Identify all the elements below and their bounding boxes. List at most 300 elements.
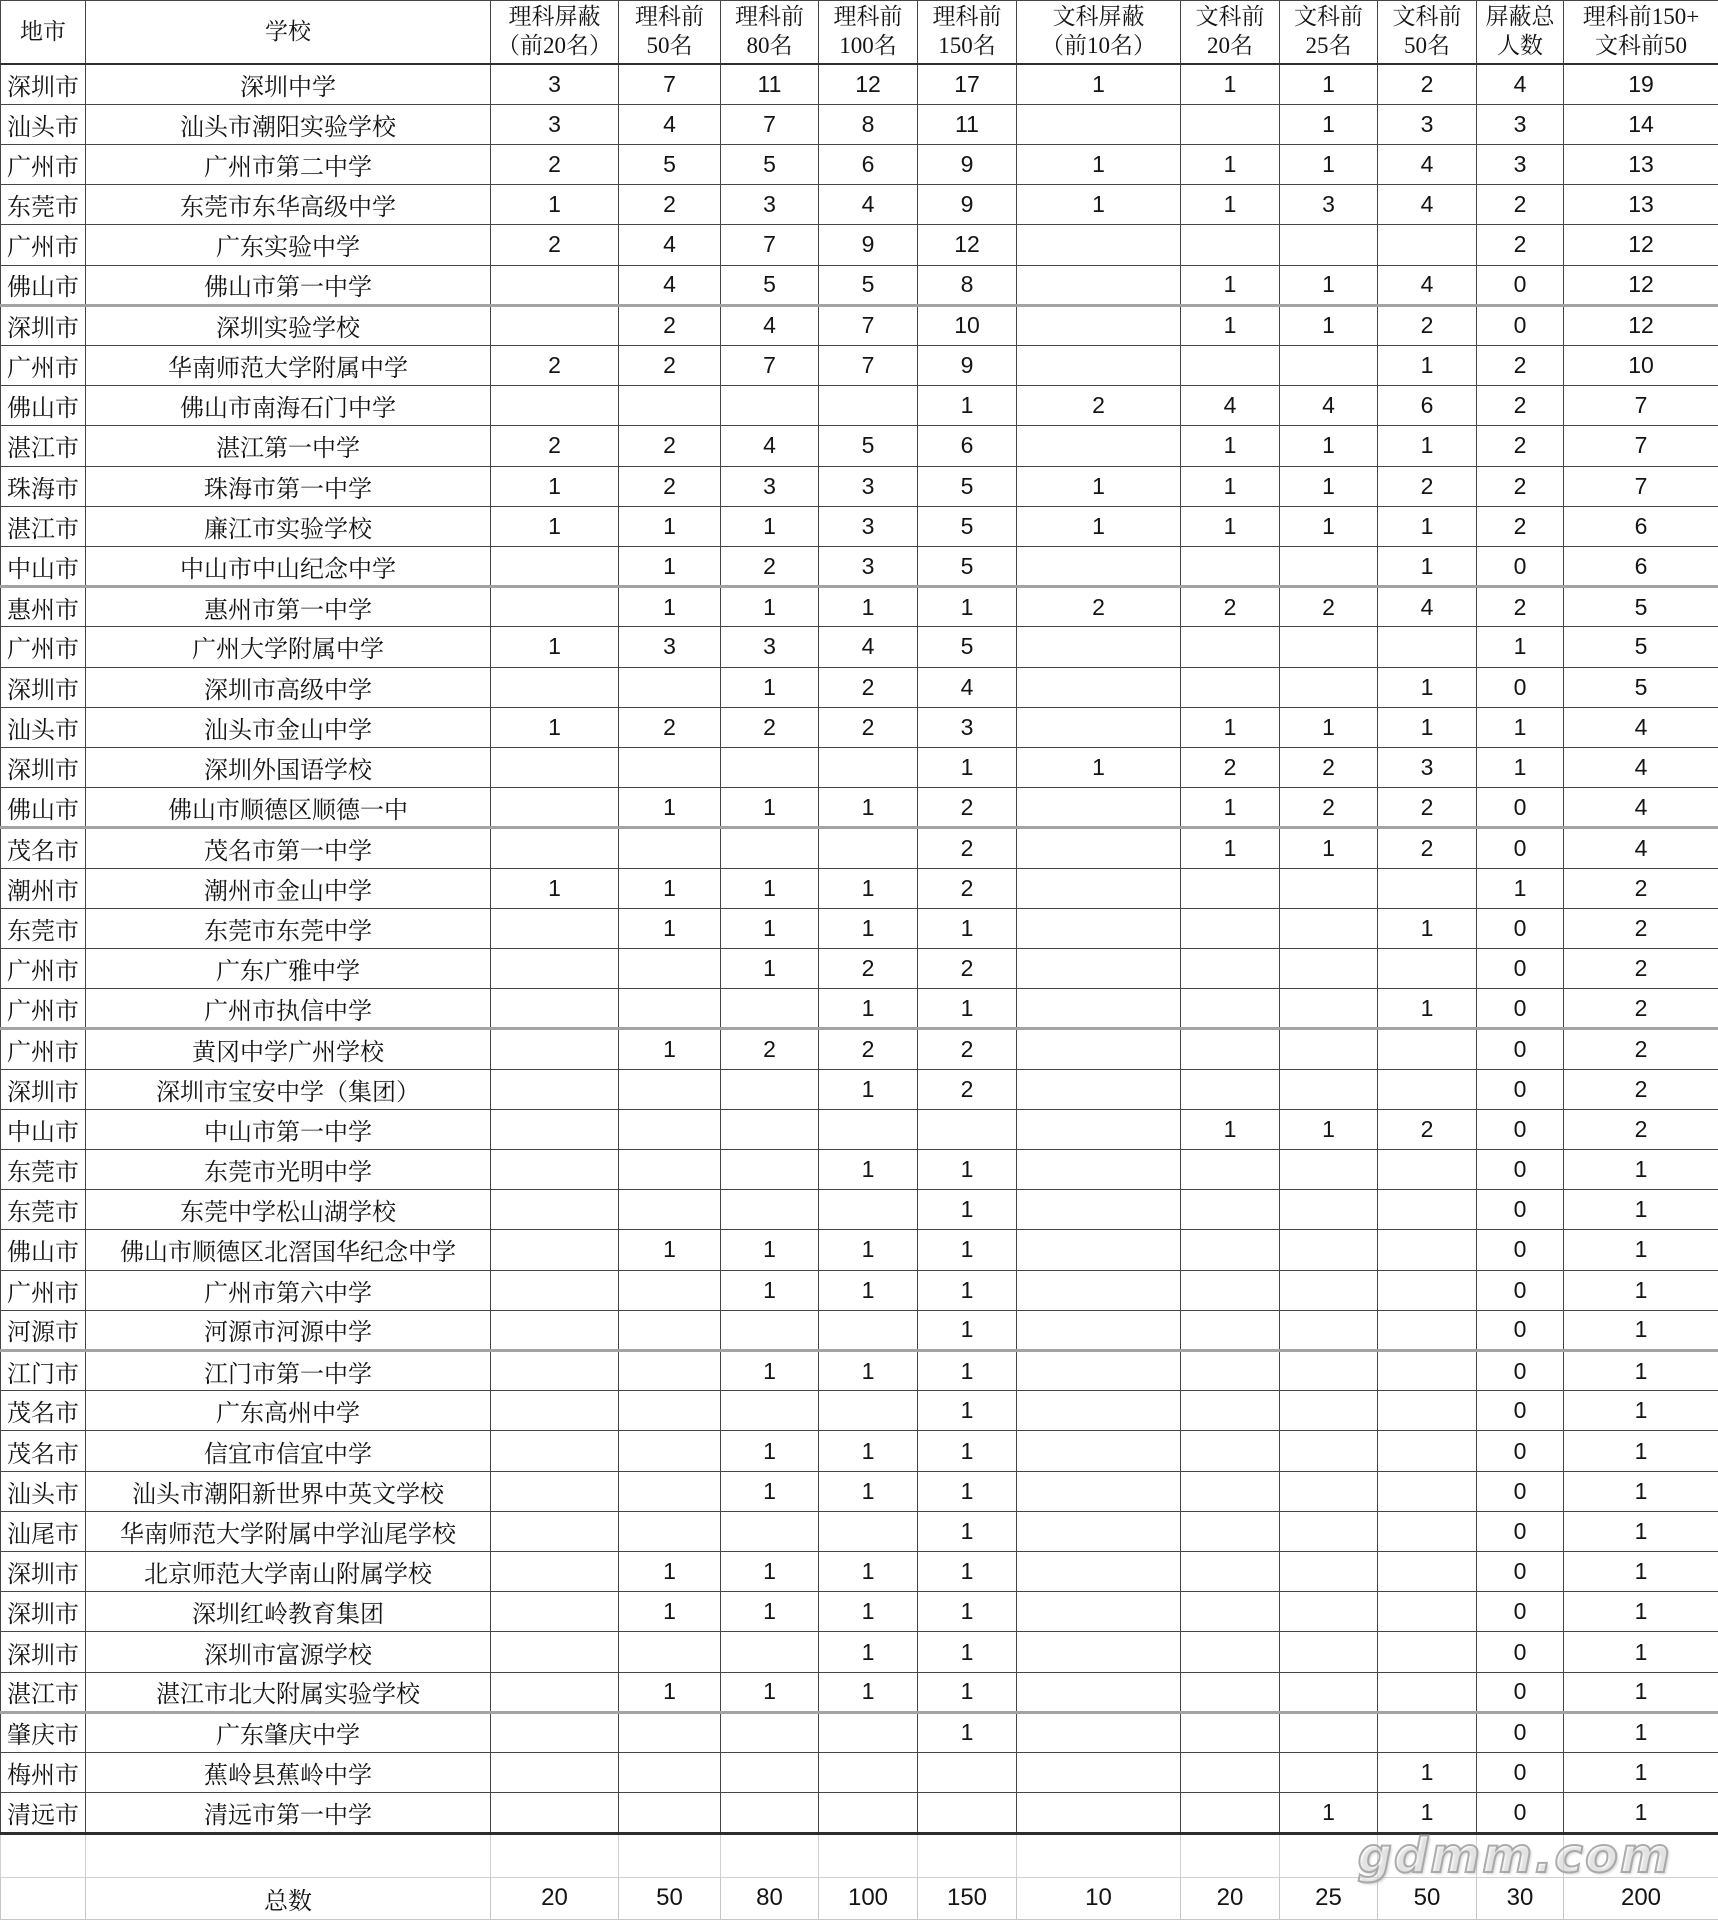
value-cell: 7 [619, 64, 721, 104]
value-cell: 1 [1564, 1351, 1718, 1391]
value-cell: 1 [1181, 265, 1280, 305]
totals-value-cell: 25 [1280, 1877, 1378, 1919]
table-row [1, 587, 1718, 627]
value-cell [1280, 1310, 1378, 1350]
table-row [1, 104, 1718, 144]
value-cell [1017, 104, 1181, 144]
value-cell: 0 [1477, 828, 1564, 868]
value-cell [1280, 1753, 1378, 1793]
value-cell: 5 [918, 466, 1017, 506]
value-cell: 3 [1378, 747, 1477, 787]
value-cell [619, 1109, 721, 1149]
value-cell: 1 [918, 1391, 1017, 1431]
value-cell: 2 [1477, 587, 1564, 627]
value-cell [1378, 1029, 1477, 1069]
value-cell: 1 [1181, 828, 1280, 868]
value-cell: 0 [1477, 1712, 1564, 1752]
spacer-cell [1, 1833, 86, 1877]
value-cell: 1 [819, 1431, 918, 1471]
value-cell [1017, 667, 1181, 707]
value-cell: 4 [1564, 788, 1718, 828]
value-cell: 1 [619, 1029, 721, 1069]
value-cell [1280, 1029, 1378, 1069]
value-cell: 1 [819, 908, 918, 948]
value-cell: 4 [619, 104, 721, 144]
value-cell: 2 [619, 305, 721, 345]
value-cell: 1 [491, 627, 619, 667]
value-cell [1017, 305, 1181, 345]
value-cell: 4 [1564, 747, 1718, 787]
column-header-line: 文科屏蔽 [1052, 4, 1145, 30]
value-cell: 1 [1378, 506, 1477, 546]
school-cell: 东莞中学松山湖学校 [86, 1190, 491, 1230]
school-cell: 湛江第一中学 [86, 426, 491, 466]
value-cell: 0 [1477, 1310, 1564, 1350]
column-header-line: 80名 [746, 33, 793, 58]
value-cell [918, 1793, 1017, 1833]
value-cell: 9 [819, 225, 918, 265]
value-cell: 1 [918, 1632, 1017, 1672]
city-cell: 汕头市 [1, 1471, 86, 1511]
table-row [1, 627, 1718, 667]
school-cell: 广州市第六中学 [86, 1270, 491, 1310]
value-cell: 5 [619, 144, 721, 184]
value-cell: 0 [1477, 1149, 1564, 1189]
value-cell [491, 1672, 619, 1712]
value-cell [1181, 627, 1280, 667]
column-header-line: 理科前150+ [1582, 4, 1700, 30]
city-cell: 中山市 [1, 1109, 86, 1149]
value-cell [1181, 1511, 1280, 1551]
value-cell [918, 1109, 1017, 1149]
value-cell [1017, 1511, 1181, 1551]
value-cell: 1 [619, 788, 721, 828]
value-cell [1378, 627, 1477, 667]
value-cell: 1 [918, 1511, 1017, 1551]
school-cell: 中山市中山纪念中学 [86, 546, 491, 586]
value-cell: 4 [918, 667, 1017, 707]
value-cell [1181, 345, 1280, 385]
city-cell: 湛江市 [1, 506, 86, 546]
value-cell [1017, 948, 1181, 988]
column-header-line: 理科前 [833, 4, 903, 30]
value-cell: 12 [1564, 265, 1718, 305]
value-cell: 1 [918, 989, 1017, 1029]
column-header-line: 50名 [1404, 33, 1450, 58]
value-cell [619, 747, 721, 787]
value-cell: 1 [1564, 1391, 1718, 1431]
value-cell [1181, 908, 1280, 948]
value-cell [491, 1753, 619, 1793]
totals-value-cell: 100 [819, 1877, 918, 1919]
value-cell: 1 [819, 1552, 918, 1592]
value-cell [1181, 1230, 1280, 1270]
column-header [86, 1, 491, 65]
totals-value-cell: 20 [1181, 1877, 1280, 1919]
table-row [1, 426, 1718, 466]
value-cell: 1 [819, 1592, 918, 1632]
school-cell: 深圳市宝安中学（集团） [86, 1069, 491, 1109]
value-cell: 1 [721, 948, 819, 988]
value-cell: 7 [819, 345, 918, 385]
column-header-line: 25名 [1305, 33, 1352, 58]
value-cell [1280, 667, 1378, 707]
value-cell: 0 [1477, 1592, 1564, 1632]
value-cell: 1 [1564, 1672, 1718, 1712]
value-cell [491, 1431, 619, 1471]
school-cell: 深圳实验学校 [86, 305, 491, 345]
table-row [1, 1552, 1718, 1592]
value-cell [1181, 1753, 1280, 1793]
city-cell: 深圳市 [1, 1592, 86, 1632]
value-cell [1017, 225, 1181, 265]
value-cell [491, 908, 619, 948]
value-cell: 1 [918, 1712, 1017, 1752]
value-cell: 1 [1378, 908, 1477, 948]
table-row [1, 1310, 1718, 1350]
value-cell [1280, 1511, 1378, 1551]
school-cell: 湛江市北大附属实验学校 [86, 1672, 491, 1712]
value-cell [1181, 1632, 1280, 1672]
school-cell: 信宜市信宜中学 [86, 1431, 491, 1471]
school-cell: 广东高州中学 [86, 1391, 491, 1431]
value-cell [491, 1109, 619, 1149]
value-cell: 1 [1378, 707, 1477, 747]
value-cell: 2 [1564, 948, 1718, 988]
value-cell: 4 [1181, 386, 1280, 426]
value-cell: 5 [721, 144, 819, 184]
value-cell: 4 [619, 225, 721, 265]
value-cell [1017, 1592, 1181, 1632]
value-cell: 0 [1477, 546, 1564, 586]
value-cell: 1 [1564, 1149, 1718, 1189]
value-cell [1280, 1149, 1378, 1189]
value-cell [1378, 1310, 1477, 1350]
value-cell [819, 1793, 918, 1833]
value-cell: 0 [1477, 908, 1564, 948]
value-cell [1280, 225, 1378, 265]
value-cell [1017, 989, 1181, 1029]
city-cell: 清远市 [1, 1793, 86, 1833]
column-header [721, 1, 819, 65]
spacer-row [1, 1833, 1718, 1877]
value-cell [1181, 1351, 1280, 1391]
city-cell: 深圳市 [1, 747, 86, 787]
value-cell: 1 [1378, 667, 1477, 707]
value-cell: 7 [1564, 386, 1718, 426]
column-header-line: （前20名） [497, 33, 612, 58]
value-cell: 2 [1477, 466, 1564, 506]
value-cell: 2 [1564, 908, 1718, 948]
watermark: gdmm.com [1357, 1828, 1672, 1884]
school-cell: 深圳市高级中学 [86, 667, 491, 707]
value-cell: 7 [721, 345, 819, 385]
value-cell: 0 [1477, 1511, 1564, 1551]
value-cell: 2 [1564, 1029, 1718, 1069]
city-cell: 广州市 [1, 1029, 86, 1069]
value-cell [1181, 1270, 1280, 1310]
value-cell: 1 [619, 1672, 721, 1712]
value-cell: 1 [1564, 1712, 1718, 1752]
value-cell: 1 [1017, 64, 1181, 104]
value-cell: 1 [1181, 144, 1280, 184]
city-cell: 江门市 [1, 1351, 86, 1391]
totals-label: 总数 [86, 1877, 491, 1919]
value-cell: 1 [819, 1149, 918, 1189]
value-cell [1280, 627, 1378, 667]
value-cell [491, 1069, 619, 1109]
value-cell: 2 [1477, 386, 1564, 426]
value-cell: 3 [1477, 144, 1564, 184]
table-row [1, 1149, 1718, 1189]
value-cell [1017, 908, 1181, 948]
value-cell: 0 [1477, 1391, 1564, 1431]
value-cell: 2 [1564, 989, 1718, 1029]
table-row [1, 1190, 1718, 1230]
city-cell: 深圳市 [1, 1552, 86, 1592]
city-cell: 佛山市 [1, 1230, 86, 1270]
value-cell [619, 1270, 721, 1310]
column-header-line: 100名 [839, 33, 897, 58]
value-cell: 1 [1181, 1109, 1280, 1149]
city-cell: 广州市 [1, 948, 86, 988]
value-cell [619, 667, 721, 707]
value-cell: 1 [1280, 466, 1378, 506]
table-row [1, 225, 1718, 265]
value-cell: 1 [721, 868, 819, 908]
value-cell: 1 [1280, 265, 1378, 305]
value-cell [491, 1793, 619, 1833]
value-cell: 1 [1280, 828, 1378, 868]
city-cell: 潮州市 [1, 868, 86, 908]
value-cell: 2 [918, 948, 1017, 988]
value-cell [491, 948, 619, 988]
value-cell: 3 [918, 707, 1017, 747]
school-cell: 佛山市顺德区北滘国华纪念中学 [86, 1230, 491, 1270]
table-row [1, 948, 1718, 988]
column-header [1181, 1, 1280, 65]
value-cell: 4 [721, 305, 819, 345]
value-cell: 0 [1477, 305, 1564, 345]
value-cell: 14 [1564, 104, 1718, 144]
totals-value-cell: 80 [721, 1877, 819, 1919]
value-cell [1280, 1431, 1378, 1471]
value-cell [819, 1511, 918, 1551]
value-cell: 2 [1378, 466, 1477, 506]
value-cell [1181, 1552, 1280, 1592]
value-cell: 1 [1477, 868, 1564, 908]
value-cell: 1 [918, 386, 1017, 426]
value-cell [619, 1632, 721, 1672]
value-cell [1017, 1270, 1181, 1310]
value-cell [1378, 1471, 1477, 1511]
column-header-line: 理科前 [932, 4, 1002, 30]
value-cell: 2 [619, 345, 721, 385]
value-cell: 1 [619, 506, 721, 546]
value-cell: 1 [1280, 104, 1378, 144]
value-cell: 1 [1564, 1632, 1718, 1672]
school-cell: 中山市第一中学 [86, 1109, 491, 1149]
value-cell [1181, 1592, 1280, 1632]
value-cell: 4 [721, 426, 819, 466]
table-row [1, 1431, 1718, 1471]
value-cell: 1 [918, 908, 1017, 948]
value-cell: 1 [1280, 506, 1378, 546]
value-cell [1181, 1391, 1280, 1431]
school-cell: 深圳中学 [86, 64, 491, 104]
school-cell: 东莞市东华高级中学 [86, 185, 491, 225]
value-cell: 2 [619, 185, 721, 225]
value-cell: 3 [819, 506, 918, 546]
value-cell: 5 [819, 426, 918, 466]
column-header [819, 1, 918, 65]
table-row [1, 707, 1718, 747]
value-cell: 7 [721, 225, 819, 265]
value-cell: 0 [1477, 1351, 1564, 1391]
table-footer [1, 1833, 1718, 1919]
value-cell: 1 [918, 1230, 1017, 1270]
table-row [1, 265, 1718, 305]
school-cell: 东莞市东莞中学 [86, 908, 491, 948]
value-cell: 1 [918, 1672, 1017, 1712]
value-cell: 1 [918, 1190, 1017, 1230]
value-cell: 1 [1017, 144, 1181, 184]
table-row [1, 1753, 1718, 1793]
value-cell: 1 [1280, 707, 1378, 747]
value-cell: 4 [1280, 386, 1378, 426]
value-cell: 8 [918, 265, 1017, 305]
value-cell [1280, 345, 1378, 385]
value-cell: 4 [1378, 587, 1477, 627]
value-cell [619, 828, 721, 868]
value-cell [721, 1109, 819, 1149]
value-cell: 1 [721, 1351, 819, 1391]
value-cell [1378, 1712, 1477, 1752]
city-cell: 茂名市 [1, 1391, 86, 1431]
school-cell: 江门市第一中学 [86, 1351, 491, 1391]
value-cell: 3 [1477, 104, 1564, 144]
spacer-cell [86, 1833, 491, 1877]
value-cell: 1 [721, 908, 819, 948]
value-cell [1181, 1471, 1280, 1511]
value-cell [1017, 1712, 1181, 1752]
value-cell: 2 [1477, 506, 1564, 546]
table-row [1, 185, 1718, 225]
spacer-cell [1181, 1833, 1280, 1877]
value-cell: 0 [1477, 1471, 1564, 1511]
column-header-line: 文科前50 [1595, 33, 1687, 58]
column-header [1, 1, 86, 65]
school-cell: 华南师范大学附属中学汕尾学校 [86, 1511, 491, 1551]
column-header [1017, 1, 1181, 65]
value-cell: 2 [1280, 747, 1378, 787]
value-cell [1181, 1310, 1280, 1350]
value-cell: 2 [1280, 788, 1378, 828]
value-cell: 1 [619, 1592, 721, 1632]
value-cell [491, 1471, 619, 1511]
city-cell: 梅州市 [1, 1753, 86, 1793]
value-cell: 2 [819, 707, 918, 747]
value-cell [1181, 1672, 1280, 1712]
value-cell: 8 [819, 104, 918, 144]
value-cell [1017, 627, 1181, 667]
value-cell: 0 [1477, 1270, 1564, 1310]
column-header-line: 人数 [1497, 33, 1543, 58]
value-cell: 1 [1564, 1310, 1718, 1350]
value-cell [1017, 1149, 1181, 1189]
value-cell [1181, 1069, 1280, 1109]
city-cell: 东莞市 [1, 1149, 86, 1189]
value-cell: 1 [619, 868, 721, 908]
school-cell: 蕉岭县蕉岭中学 [86, 1753, 491, 1793]
value-cell: 1 [819, 1270, 918, 1310]
value-cell: 0 [1477, 1069, 1564, 1109]
value-cell [1181, 104, 1280, 144]
city-cell: 广州市 [1, 627, 86, 667]
city-cell: 珠海市 [1, 466, 86, 506]
value-cell [1181, 1190, 1280, 1230]
value-cell [491, 1190, 619, 1230]
spacer-cell [918, 1833, 1017, 1877]
value-cell: 0 [1477, 1109, 1564, 1149]
value-cell [619, 1310, 721, 1350]
value-cell: 1 [721, 788, 819, 828]
table-row [1, 788, 1718, 828]
city-cell: 茂名市 [1, 828, 86, 868]
value-cell [619, 1190, 721, 1230]
school-cell: 北京师范大学南山附属学校 [86, 1552, 491, 1592]
spacer-cell [1280, 1833, 1378, 1877]
value-cell: 13 [1564, 185, 1718, 225]
value-cell: 4 [1564, 828, 1718, 868]
value-cell: 2 [721, 707, 819, 747]
city-cell: 汕头市 [1, 104, 86, 144]
table-row [1, 747, 1718, 787]
table-row [1, 1391, 1718, 1431]
value-cell [491, 1511, 619, 1551]
table-row [1, 828, 1718, 868]
value-cell: 10 [1564, 345, 1718, 385]
value-cell: 0 [1477, 1029, 1564, 1069]
value-cell: 1 [1564, 1552, 1718, 1592]
value-cell [819, 747, 918, 787]
value-cell: 1 [1564, 1431, 1718, 1471]
value-cell: 1 [1017, 747, 1181, 787]
value-cell: 2 [819, 1029, 918, 1069]
value-cell: 1 [1378, 546, 1477, 586]
value-cell: 1 [819, 868, 918, 908]
value-cell: 1 [819, 1069, 918, 1109]
value-cell: 9 [918, 345, 1017, 385]
city-cell: 广州市 [1, 1270, 86, 1310]
value-cell: 2 [1181, 587, 1280, 627]
column-header-line: 文科前 [1294, 4, 1363, 30]
spacer-cell [1477, 1833, 1564, 1877]
city-cell: 肇庆市 [1, 1712, 86, 1752]
school-cell: 广州市第二中学 [86, 144, 491, 184]
city-cell: 佛山市 [1, 265, 86, 305]
value-cell: 1 [1378, 1753, 1477, 1793]
city-cell: 中山市 [1, 546, 86, 586]
value-cell: 1 [1181, 788, 1280, 828]
value-cell [619, 1431, 721, 1471]
value-cell: 1 [918, 1270, 1017, 1310]
value-cell: 5 [918, 627, 1017, 667]
value-cell: 3 [619, 627, 721, 667]
value-cell: 1 [1477, 747, 1564, 787]
school-cell: 河源市河源中学 [86, 1310, 491, 1350]
value-cell: 0 [1477, 788, 1564, 828]
